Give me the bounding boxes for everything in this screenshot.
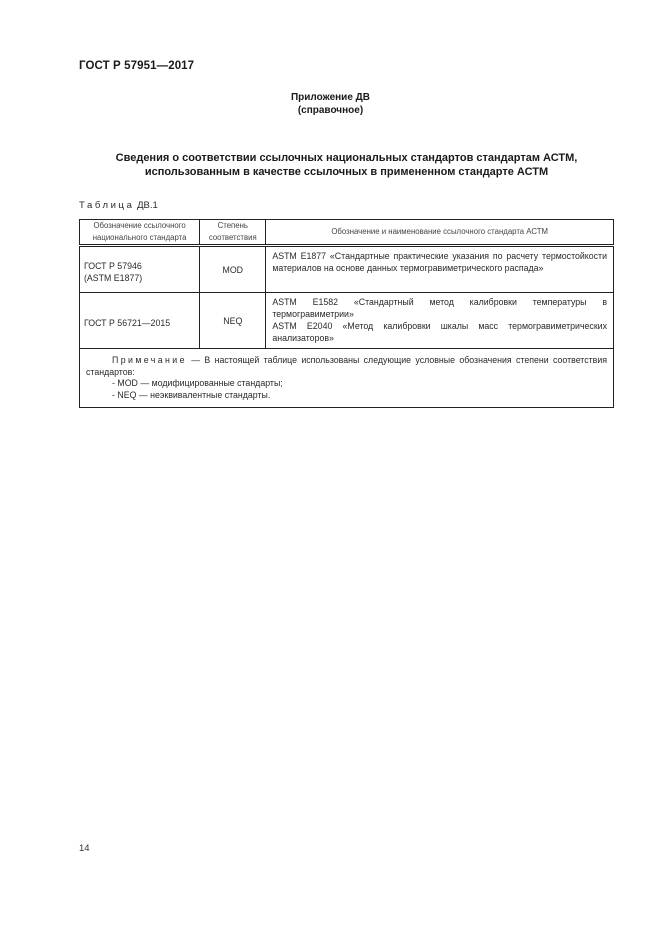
appendix-title: Приложение ДВ [290, 92, 371, 103]
cell-degree: NEQ [200, 293, 266, 349]
header-degree [200, 220, 266, 246]
national-standard-code: ГОСТ Р 56721—2015 [84, 317, 171, 328]
appendix-subtitle: (справочное) [297, 104, 364, 116]
header-national-standard-line-2: национального стандарта [92, 233, 187, 242]
national-standard-code: ГОСТ Р 57946 [84, 260, 142, 271]
header-national-standard-line-1: Обозначение ссылочного [93, 221, 186, 230]
table-note-row [80, 349, 614, 408]
astm-standard-entry: ASTM E1877 «Стандартные практические указания по расчету термостойкости материалов на основе данных термогравиметрического распада» [272, 251, 607, 273]
table-caption-word: Таблица [79, 200, 135, 211]
note-label: Примечание [112, 355, 187, 365]
table-caption-id: ДВ.1 [137, 200, 158, 211]
cell-degree: MOD [200, 246, 266, 293]
header-national-standard [80, 220, 200, 246]
cell-national-standard [80, 246, 200, 293]
document-header: ГОСТ Р 57951—2017 [79, 60, 195, 72]
table-note [80, 349, 614, 408]
cell-national-standard [80, 293, 200, 349]
header-degree-line-1: Степень [217, 221, 248, 230]
cell-astm-standard [266, 293, 614, 349]
section-title-line-2: использованным в качестве ссылочных в примененном стандарте АСТМ [144, 166, 549, 178]
note-intro [86, 355, 607, 378]
table-row [80, 246, 614, 293]
section-title [79, 151, 614, 179]
table-row [80, 293, 614, 349]
section-title-line-1: Сведения о соответствии ссылочных национальных стандартов стандартам АСТМ, [115, 152, 578, 164]
table-caption [79, 200, 158, 211]
header-astm-standard: Обозначение и наименование ссылочного стандарта АСТМ [266, 220, 614, 246]
astm-standard-entry: ASTM E2040 «Метод калибровки шкалы масс термогравиметрических анализаторов» [272, 321, 607, 343]
appendix-heading [0, 92, 661, 117]
astm-standard-entry: ASTM E1582 «Стандартный метод калибровки температуры в термогравиметрии» [272, 297, 607, 319]
note-item-neq: - NEQ — неэквивалентные стандарты. [112, 389, 271, 400]
note-text: — В настоящей таблице использованы следующие условные обозначения степени соответствия стандартов: [86, 355, 607, 377]
page-number: 14 [79, 843, 90, 854]
header-degree-line-2: соответствия [208, 233, 257, 242]
cell-astm-standard [266, 246, 614, 293]
table-header-row [80, 220, 614, 246]
national-standard-astm-ref: (ASTM E1877) [84, 272, 143, 283]
reference-standards-table [79, 219, 614, 408]
note-item-mod: - MOD — модифицированные стандарты; [112, 378, 283, 388]
